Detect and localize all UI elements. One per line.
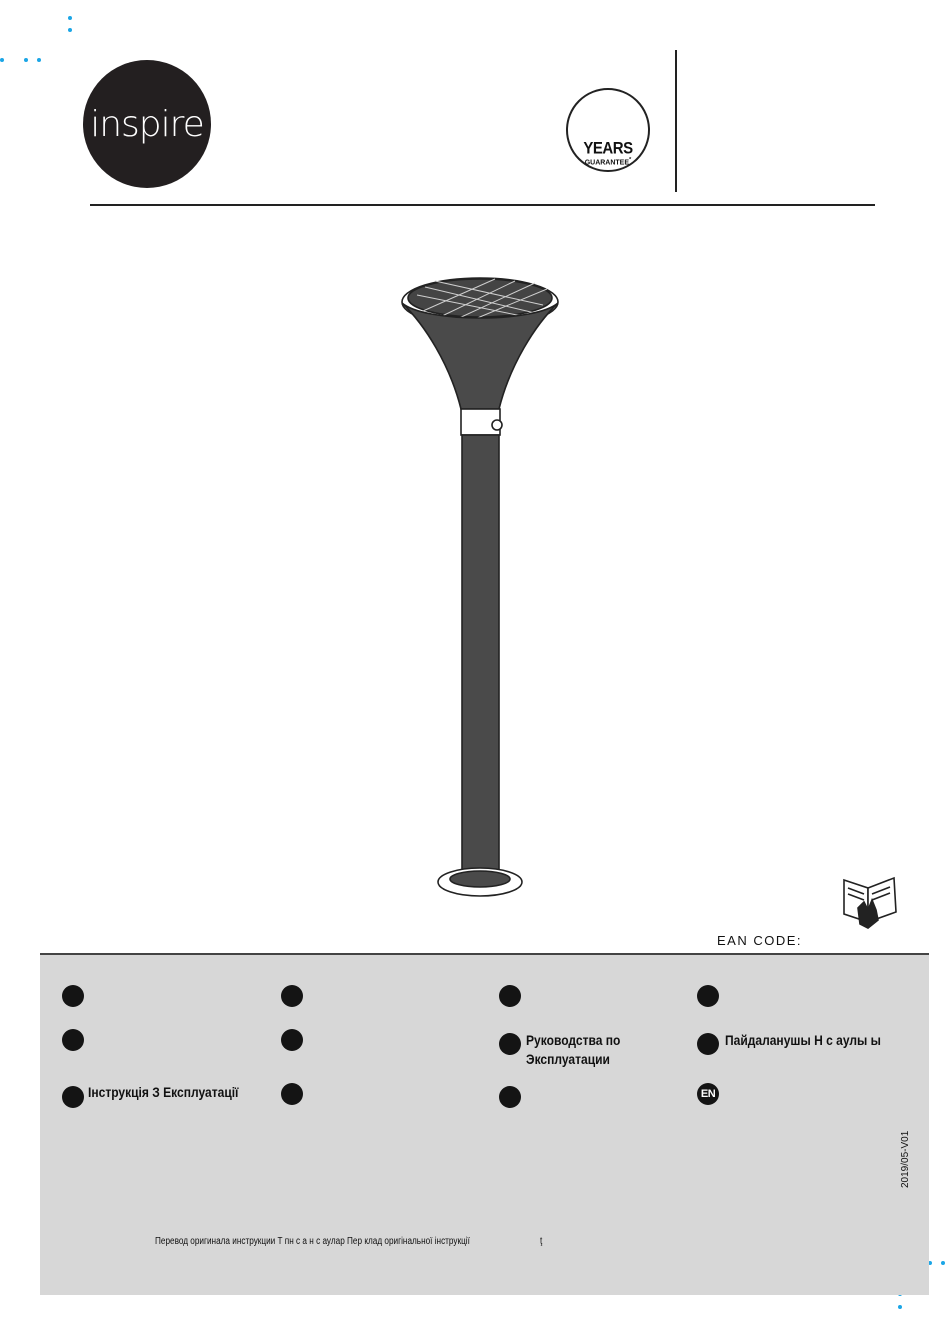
language-bullet bbox=[62, 1029, 84, 1051]
language-badge-en: EN bbox=[697, 1083, 719, 1105]
logo-text: inspire bbox=[90, 103, 204, 145]
guarantee-label: GUARANTEE* bbox=[584, 157, 632, 167]
accent-dot bbox=[0, 58, 4, 62]
accent-dot bbox=[898, 1305, 902, 1309]
document-version: 2019/05-V01 bbox=[900, 1130, 911, 1188]
accent-dot bbox=[68, 16, 72, 20]
accent-dot bbox=[941, 1261, 945, 1265]
language-bullet bbox=[62, 985, 84, 1007]
read-manual-icon bbox=[838, 870, 904, 932]
translation-note-glyph: ţ bbox=[540, 1236, 543, 1247]
language-bullet bbox=[281, 1083, 303, 1105]
language-bullet-ru bbox=[499, 1033, 521, 1055]
translation-note bbox=[155, 1236, 542, 1247]
header-divider-vertical bbox=[675, 50, 677, 192]
language-label-kz: Пайдаланушы Н с аулы ы bbox=[725, 1032, 881, 1048]
translation-note-text: Перевод оригинала инструкции Т пн с а н с аулар Пер клад оригінальної інструкції bbox=[155, 1236, 470, 1247]
language-bullet bbox=[281, 1029, 303, 1051]
language-label-uk: Інструкція З Експлуатації bbox=[88, 1084, 239, 1100]
guarantee-badge-icon bbox=[566, 88, 650, 172]
accent-dot bbox=[24, 58, 28, 62]
ean-code-label: EAN CODE: bbox=[717, 933, 803, 948]
header-divider bbox=[90, 204, 875, 206]
guarantee-years: YEARS bbox=[583, 139, 633, 158]
solar-bollard-lamp-illustration bbox=[395, 275, 565, 905]
language-bullet bbox=[499, 1086, 521, 1108]
language-bullet-uk bbox=[62, 1086, 84, 1108]
language-bullet bbox=[697, 985, 719, 1007]
accent-dot bbox=[68, 28, 72, 32]
language-bullet-kz bbox=[697, 1033, 719, 1055]
language-bullet bbox=[499, 985, 521, 1007]
language-bullet bbox=[281, 985, 303, 1007]
brand-logo bbox=[83, 60, 211, 188]
language-label-ru: Руководства по Эксплуатации bbox=[526, 1032, 621, 1067]
accent-dot bbox=[37, 58, 41, 62]
